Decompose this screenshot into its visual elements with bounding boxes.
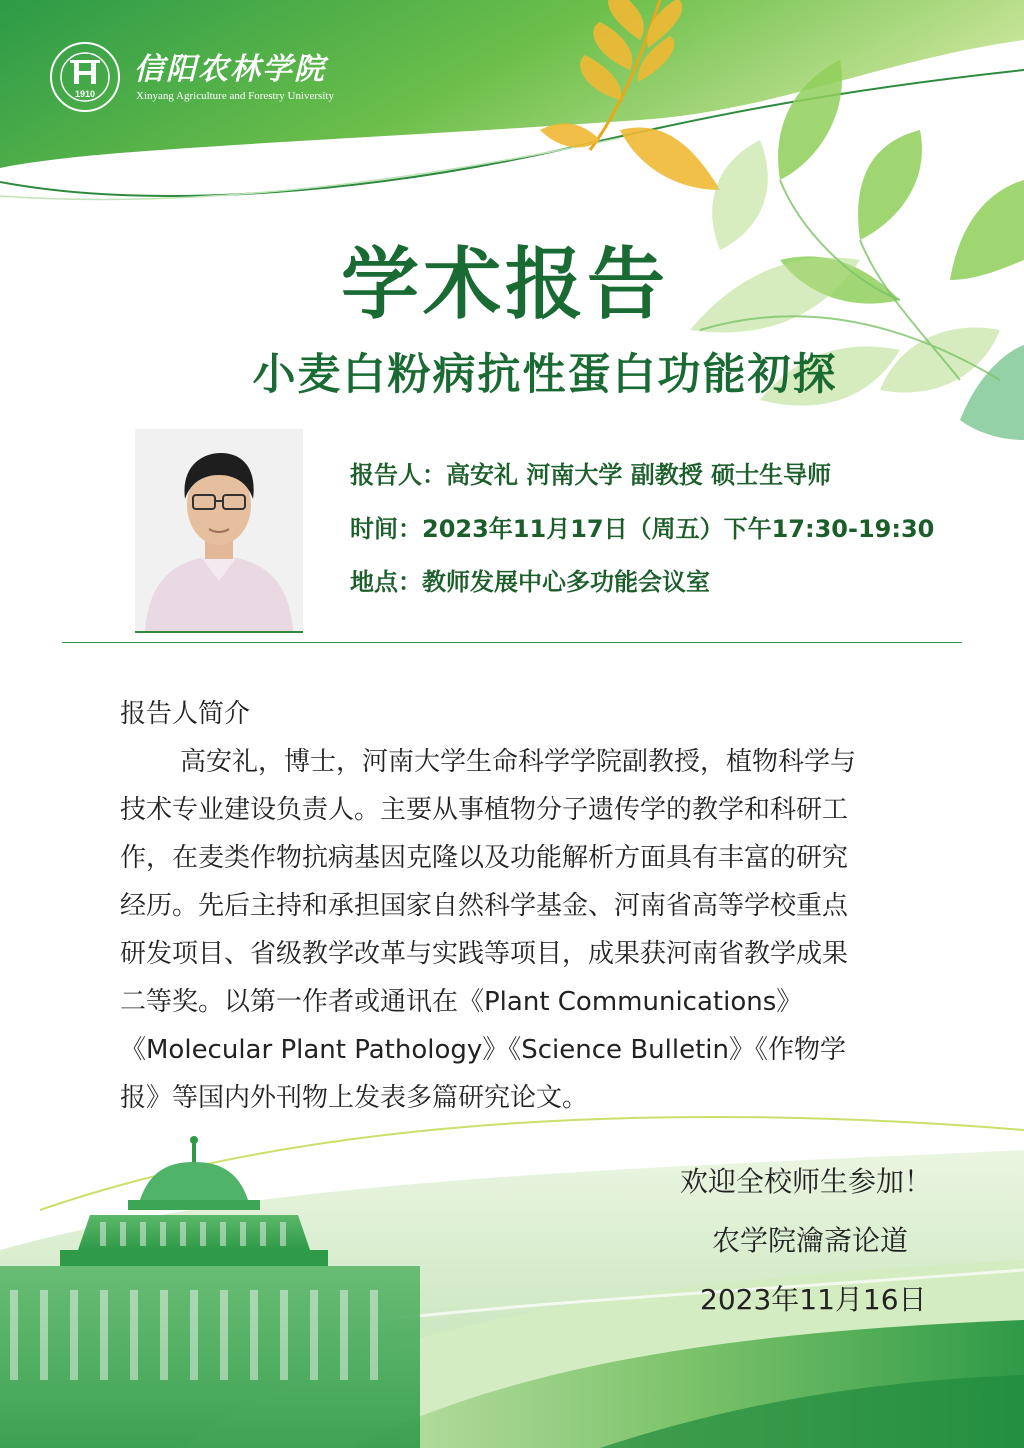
bio-line: 报》等国内外刊物上发表多篇研究论文。 bbox=[120, 1083, 589, 1113]
domed-building-icon bbox=[0, 1136, 420, 1448]
bio-line: 作，在麦类作物抗病基因克隆以及功能解析方面具有丰富的研究 bbox=[120, 843, 849, 873]
welcome-text: 欢迎全校师生参加！ bbox=[680, 1165, 933, 1198]
main-title: 学术报告 bbox=[340, 240, 669, 330]
time-info: 时间：2023年11月17日（周五）下午17:30-19:30 bbox=[350, 515, 935, 543]
organizer-text: 农学院瀹斋论道 bbox=[712, 1224, 909, 1257]
bio-line: 二等奖。以第一作者或通讯在《Plant Communications》 bbox=[120, 987, 803, 1017]
university-seal-icon bbox=[48, 40, 122, 114]
bio-line: 高安礼，博士，河南大学生命科学学院副教授，植物科学与 bbox=[180, 747, 857, 777]
bio-line: 经历。先后主持和承担国家自然科学基金、河南省高等学校重点 bbox=[120, 891, 849, 921]
logo-name-cn: 信阳农林学院 bbox=[134, 52, 326, 87]
logo-name-en: Xinyang Agriculture and Forestry University bbox=[136, 90, 334, 102]
bio-line: 《Molecular Plant Pathology》《Science Bulletin》《作物学 bbox=[120, 1035, 846, 1065]
speaker-photo bbox=[135, 429, 303, 633]
section-divider bbox=[62, 642, 962, 643]
report-subtitle: 小麦白粉病抗性蛋白功能初探 bbox=[252, 350, 838, 400]
university-logo bbox=[48, 40, 348, 112]
issue-date: 2023年11月16日 bbox=[700, 1283, 927, 1316]
bio-heading: 报告人简介 bbox=[120, 699, 251, 729]
speaker-info: 报告人：高安礼 河南大学 副教授 硕士生导师 bbox=[350, 461, 832, 489]
bio-line: 研发项目、省级教学改革与实践等项目，成果获河南省教学成果 bbox=[120, 939, 849, 969]
location-info: 地点：教师发展中心多功能会议室 bbox=[350, 568, 710, 596]
bio-line: 技术专业建设负责人。主要从事植物分子遗传学的教学和科研工 bbox=[120, 795, 849, 825]
logo-year: 1910 bbox=[74, 89, 96, 99]
